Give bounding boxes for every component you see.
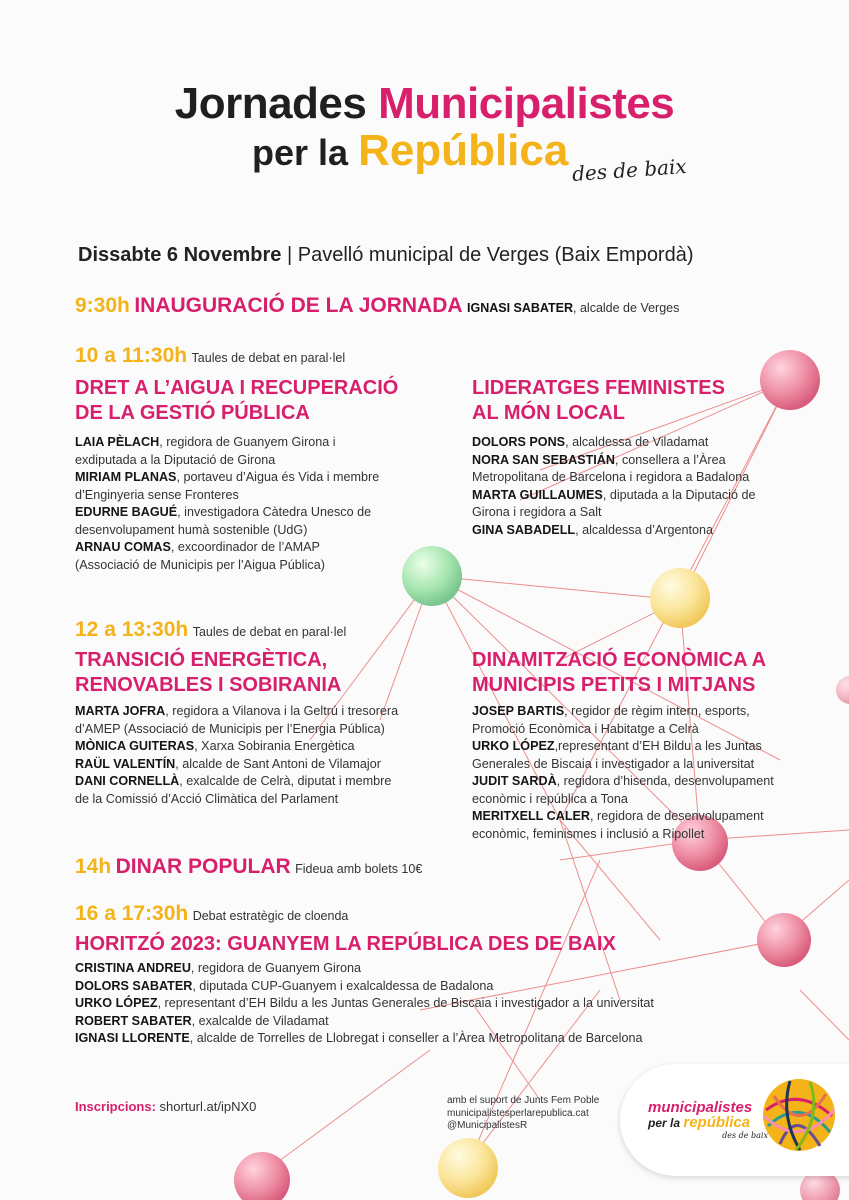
speaker-name: RAÜL VALENTÍN xyxy=(75,756,176,771)
speaker-description: d’Enginyeria sense Fronteres xyxy=(75,487,239,502)
slot3-header xyxy=(75,902,348,926)
speaker-description: , regidora de Guanyem Girona i xyxy=(159,435,336,449)
speaker-line xyxy=(472,756,837,774)
speaker-line xyxy=(75,756,455,774)
lunch-note: Fideua amb bolets 10€ xyxy=(295,862,423,876)
speaker-name: ROBERT SABATER xyxy=(75,1013,192,1028)
speaker-description: Metropolitana de Barcelona i regidora a Badalona xyxy=(472,470,750,484)
speaker-name: DANI CORNELLÀ xyxy=(75,774,180,788)
speaker-name: URKO LÓPEZ xyxy=(75,996,158,1010)
lunch-row xyxy=(75,855,422,879)
title-word1: Jornades xyxy=(174,79,367,128)
speaker-line xyxy=(75,1030,815,1048)
slot1-time: 10 a 11:30h xyxy=(75,344,188,367)
session-title: LIDERATGES FEMINISTES AL MÓN LOCAL xyxy=(472,377,725,424)
speaker-description: econòmic i república a Tona xyxy=(472,791,628,806)
speaker-list xyxy=(75,703,455,808)
speaker-description: , excoordinador de l’AMAP xyxy=(170,540,320,554)
inauguration-time: 9:30h xyxy=(75,294,130,317)
brand-logo xyxy=(620,1064,849,1176)
speaker-name: MIRIAM PLANAS xyxy=(75,470,177,484)
inauguration-title: INAUGURACIÓ DE LA JORNADA xyxy=(134,294,463,317)
speaker-line xyxy=(472,504,832,522)
session-title: DINAMITZACIÓ ECONÒMICA A MUNICIPIS PETITS I MITJANS xyxy=(472,649,767,696)
speaker-description: , regidora de Guanyem Girona xyxy=(190,961,362,975)
event-dateline xyxy=(78,244,694,267)
speaker-line xyxy=(472,434,832,452)
logo-line2-highlight: república xyxy=(683,1114,751,1131)
title-line2-prefix: per la xyxy=(252,132,349,173)
speaker-line xyxy=(75,995,815,1013)
speaker-line xyxy=(75,469,455,487)
session-title: DRET A L’AIGUA I RECUPERACIÓ DE LA GESTIÓ PÚBLICA xyxy=(75,377,399,424)
speaker-description: , Xarxa Sobirania Energètica xyxy=(194,739,355,753)
slot1-right-session xyxy=(472,376,832,539)
speaker-description: , exalcalde de Celrà, diputat i membre xyxy=(179,774,392,788)
title-line2-highlight: República xyxy=(358,126,569,175)
speaker-description: , exalcalde de Viladamat xyxy=(191,1013,329,1028)
slot2-time: 12 a 13:30h xyxy=(75,618,189,641)
speaker-line xyxy=(75,452,455,470)
speaker-description: d’AMEP (Associació de Municipis per l’Energia Pública) xyxy=(75,721,385,736)
session-title: TRANSICIÓ ENERGÈTICA, RENOVABLES I SOBIRANIA xyxy=(75,649,342,696)
speaker-name: IGNASI SABATER xyxy=(467,301,574,315)
support-social-handle[interactable]: @MunicipalistesR xyxy=(447,1120,528,1131)
title-word2: Municipalistes xyxy=(378,79,675,128)
inscriptions xyxy=(75,1099,256,1114)
speaker-name: LAIA PÈLACH xyxy=(75,435,160,449)
speaker-description: desenvolupament humà sostenible (UdG) xyxy=(75,522,308,537)
slot1-left-session xyxy=(75,376,455,574)
slot3-session xyxy=(75,932,815,1048)
inscriptions-link[interactable]: shorturl.at/ipNX0 xyxy=(159,1099,257,1114)
lunch-time: 14h xyxy=(75,855,112,878)
speaker-line xyxy=(75,773,455,791)
speaker-description: (Associació de Municipis per l’Aigua Pública) xyxy=(75,557,325,572)
speaker-description: de la Comissió d’Acció Climàtica del Parlament xyxy=(75,791,339,806)
inauguration-row xyxy=(75,294,679,318)
speaker-line xyxy=(75,738,455,756)
speaker-line xyxy=(75,978,815,996)
speaker-description: Promoció Econòmica i Habitatge a Celrà xyxy=(472,721,699,736)
page-title xyxy=(0,78,849,130)
speaker-line xyxy=(472,703,837,721)
slot2-note: Taules de debat en paral·lel xyxy=(192,625,347,639)
speaker-name: DOLORS SABATER xyxy=(75,978,193,993)
speaker-name: IGNASI LLORENTE xyxy=(75,1031,190,1045)
speaker-description: , portaveu d’Aigua és Vida i membre xyxy=(176,470,380,484)
slot2-header xyxy=(75,618,346,642)
speaker-description: , consellera a l’Àrea xyxy=(614,452,726,467)
speaker-name: ARNAU COMAS xyxy=(75,540,171,554)
speaker-line xyxy=(472,452,832,470)
slot2-left-session xyxy=(75,648,455,808)
speaker-description: , regidora de desenvolupament xyxy=(590,809,764,823)
speaker-name: MARTA JOFRA xyxy=(75,704,166,718)
speaker-list xyxy=(75,434,455,574)
speaker-line xyxy=(75,434,455,452)
speaker-description: , regidora a Vilanova i la Geltrú i tresorera xyxy=(165,704,399,718)
logo-line2-prefix: per la xyxy=(648,1116,681,1130)
speaker-description: , investigadora Càtedra Unesco de xyxy=(177,505,372,519)
inauguration-speaker xyxy=(467,301,679,315)
speaker-name: JOSEP BARTIS xyxy=(472,704,565,718)
speaker-description: , diputada CUP-Guanyem i exalcaldessa de Badalona xyxy=(192,978,494,993)
speaker-line xyxy=(75,504,455,522)
lunch-title: DINAR POPULAR xyxy=(115,855,291,878)
speaker-line xyxy=(472,826,837,844)
speaker-name: JUDIT SARDÀ xyxy=(472,774,557,788)
speaker-name: EDURNE BAGUÉ xyxy=(75,505,178,519)
speaker-line xyxy=(472,791,837,809)
speaker-line xyxy=(75,791,455,809)
speaker-name: CRISTINA ANDREU xyxy=(75,961,191,975)
slot1-note: Taules de debat en paral·lel xyxy=(191,351,346,365)
speaker-line xyxy=(472,738,837,756)
title-tagline: des de baix xyxy=(571,154,688,186)
speaker-name: NORA SAN SEBASTIÁN xyxy=(472,452,615,467)
speaker-line xyxy=(75,721,455,739)
logo-line1: municipalistes xyxy=(648,1099,753,1116)
event-date: Dissabte 6 Novembre xyxy=(78,244,282,266)
speaker-line xyxy=(75,960,815,978)
speaker-line xyxy=(472,721,837,739)
logo-line2 xyxy=(648,1115,768,1131)
support-website-link[interactable]: municipalistesperlarepublica.cat xyxy=(447,1107,589,1119)
speaker-description: exdiputada a la Diputació de Girona xyxy=(75,452,276,467)
slot2-right-session xyxy=(472,648,837,843)
speaker-description: Generales de Biscaia i investigador a la universitat xyxy=(472,756,755,771)
speaker-line xyxy=(75,487,455,505)
speaker-description: ,representant d’EH Bildu a les Juntas xyxy=(554,739,762,753)
speaker-line xyxy=(472,487,832,505)
support-line: amb el suport de Junts Fem Poble xyxy=(447,1095,600,1106)
speaker-line xyxy=(75,557,455,575)
speaker-name: DOLORS PONS xyxy=(472,435,566,449)
speaker-name: MÒNICA GUITERAS xyxy=(75,739,195,753)
speaker-description: , alcalde de Sant Antoni de Vilamajor xyxy=(175,756,381,771)
speaker-description: econòmic, feminismes i inclusió a Ripollet xyxy=(472,826,705,841)
speaker-line xyxy=(472,469,832,487)
speaker-description: , diputada a la Diputació de xyxy=(602,487,756,502)
speaker-description: , regidor de règim intern, esports, xyxy=(564,704,750,718)
speaker-description: , alcaldessa d’Argentona xyxy=(575,522,714,537)
speaker-name: MERITXELL CALER xyxy=(472,809,591,823)
speaker-list xyxy=(472,434,832,539)
speaker-line xyxy=(472,522,832,540)
speaker-description: Girona i regidora a Salt xyxy=(472,505,602,519)
event-venue: Pavelló municipal de Verges (Baix Empordà) xyxy=(297,244,694,266)
yarn-ball-icon xyxy=(760,1076,838,1154)
speaker-list xyxy=(472,703,837,843)
support-block xyxy=(447,1095,599,1133)
speaker-line xyxy=(75,1013,815,1031)
speaker-description: , representant d’EH Bildu a les Juntas Generales de Biscaia i investigador a la universitat xyxy=(157,996,654,1010)
logo-line3: des de baix xyxy=(722,1131,768,1140)
speaker-name: MARTA GUILLAUMES xyxy=(472,487,603,502)
event-separator: | xyxy=(286,244,293,266)
speaker-line xyxy=(75,539,455,557)
speaker-description: , regidora d’hisenda, desenvolupament xyxy=(556,774,774,788)
slot3-time: 16 a 17:30h xyxy=(75,902,189,925)
title-line2 xyxy=(252,128,568,176)
inscriptions-label: Inscripcions: xyxy=(75,1099,156,1114)
speaker-description: , alcaldessa de Viladamat xyxy=(565,435,709,449)
speaker-line xyxy=(472,808,837,826)
slot1-header xyxy=(75,344,345,368)
speaker-name: GINA SABADELL xyxy=(472,522,576,537)
speaker-description: , alcalde de Torrelles de Llobregat i conseller a l’Àrea Metropolitana de Barcelona xyxy=(189,1031,643,1045)
speaker-role: , alcalde de Verges xyxy=(573,301,680,315)
speaker-line xyxy=(75,703,455,721)
session-title: HORITZÓ 2023: GUANYEM LA REPÚBLICA DES DE BAIX xyxy=(75,933,616,955)
speaker-list xyxy=(75,960,815,1048)
speaker-name: URKO LÓPEZ xyxy=(472,739,555,753)
slot3-note: Debat estratègic de cloenda xyxy=(192,909,349,923)
speaker-line xyxy=(75,522,455,540)
speaker-line xyxy=(472,773,837,791)
